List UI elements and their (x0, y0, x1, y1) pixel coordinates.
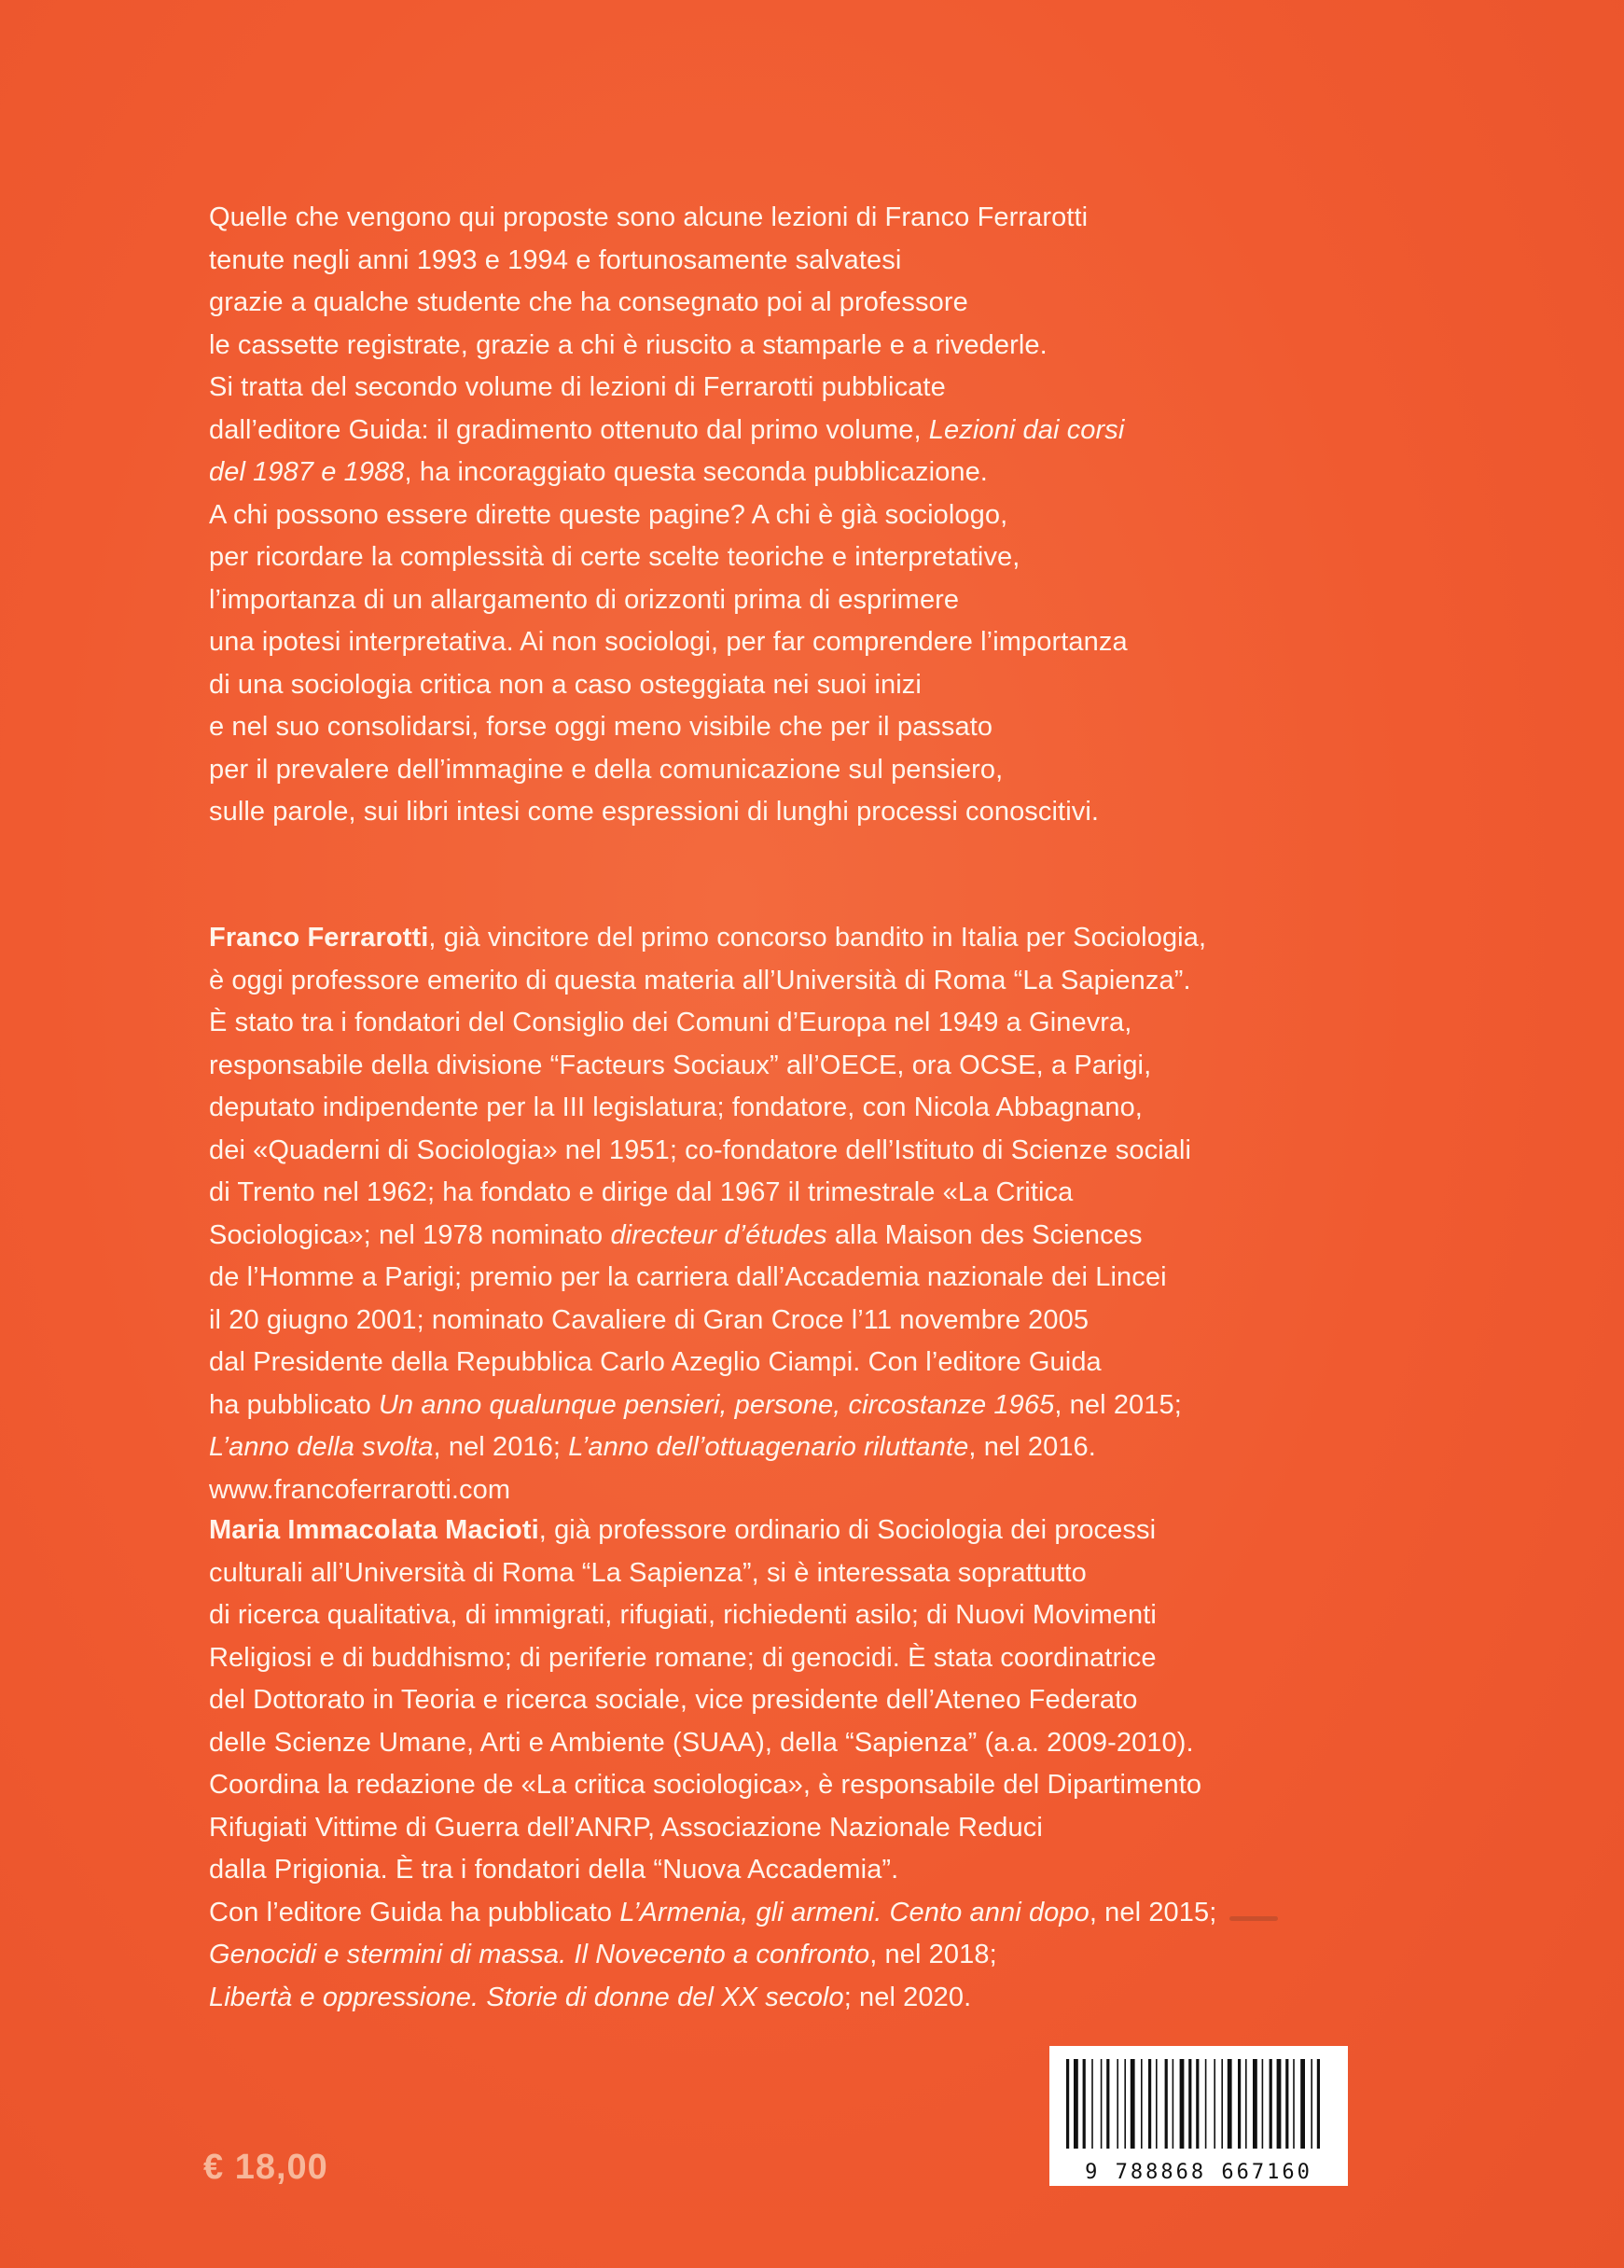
barcode-bar (1245, 2059, 1247, 2149)
price-label: € 18,00 (203, 2148, 328, 2187)
text-line (209, 1807, 1422, 1850)
text-line (209, 1934, 1422, 1977)
barcode-bar (1238, 2059, 1241, 2149)
text-run: l’importanza di un allargamento di orizzonti prima di esprimere (209, 584, 960, 615)
text-line (209, 1764, 1422, 1807)
text-run: tenute negli anni 1993 e 1994 e fortunosamente salvatesi (209, 244, 902, 275)
text-run: , nel 2015; (1089, 1897, 1217, 1927)
text-run: Religiosi e di buddhismo; di periferie romane; di genocidi. È stata coordinatrice (209, 1642, 1157, 1673)
barcode-bar (1124, 2059, 1126, 2149)
book-title: L’anno della svolta (209, 1432, 434, 1462)
text-run: dei «Quaderni di Sociologia» nel 1951; co-fondatore dell’Istituto di Scienze sociali (209, 1134, 1192, 1165)
barcode-bar (1253, 2059, 1257, 2149)
author-name: Maria Immacolata Macioti (209, 1515, 539, 1545)
book-title: directeur d’études (610, 1219, 827, 1250)
text-line (209, 1087, 1422, 1130)
text-line (209, 1892, 1422, 1935)
text-line (209, 240, 1422, 283)
book-title: Libertà e oppressione. Storie di donne del XX secolo (209, 1982, 844, 2012)
barcode-bar (1180, 2059, 1185, 2149)
text-run: , nel 2018; (869, 1940, 997, 1969)
text-line (209, 917, 1422, 960)
author-name: Franco Ferrarotti (209, 923, 429, 953)
text-line (209, 1045, 1422, 1088)
text-run: delle Scienze Umane, Arti e Ambiente (SUAA), della “Sapienza” (a.a. 2009-2010). (209, 1727, 1194, 1758)
text-run: è oggi professore emerito di questa materia all’Università di Roma “La Sapienza”. (209, 965, 1191, 995)
text-run: Con l’editore Guida ha pubblicato (209, 1897, 620, 1927)
barcode-bar (1117, 2059, 1118, 2149)
text-line (209, 1130, 1422, 1173)
text-run: , nel 2016; (433, 1432, 569, 1462)
text-line (209, 1594, 1422, 1637)
book-title: Lezioni dai corsi (928, 414, 1125, 445)
text-run: Si tratta del secondo volume di lezioni di Ferrarotti pubblicate (209, 372, 946, 402)
text-line (209, 1637, 1422, 1680)
text-run: www.francoferrarotti.com (209, 1474, 511, 1505)
text-run: culturali all’Università di Roma “La Sapienza”, si è interessata soprattutto (209, 1557, 1087, 1588)
barcode-bar (1317, 2059, 1320, 2149)
barcode-bar (1285, 2059, 1288, 2149)
text-line (209, 791, 1422, 834)
barcode-bar (1165, 2059, 1168, 2149)
barcode-bar (1262, 2059, 1264, 2149)
author-bio-ferrarotti (209, 917, 1422, 1511)
text-line (209, 1384, 1422, 1427)
text-line (209, 325, 1422, 368)
intro-paragraph (209, 197, 1422, 834)
text-line (209, 1849, 1422, 1892)
text-line (209, 1172, 1422, 1215)
text-line (209, 1426, 1422, 1469)
text-run: , nel 2016. (968, 1432, 1096, 1462)
barcode-bar (1066, 2059, 1069, 2149)
text-run: de l’Homme a Parigi; premio per la carriera dall’Accademia nazionale dei Lincei (209, 1262, 1167, 1292)
text-run: del Dottorato in Teoria e ricerca sociale, vice presidente dell’Ateneo Federato (209, 1685, 1138, 1715)
text-line (209, 1722, 1422, 1765)
barcode-bar (1091, 2059, 1093, 2149)
text-run: , già vincitore del primo concorso bandito in Italia per Sociologia, (428, 923, 1207, 953)
text-run: per il prevalere dell’immagine e della comunicazione sul pensiero, (209, 754, 1004, 785)
text-line (209, 621, 1422, 664)
text-line (209, 706, 1422, 749)
barcode-bar (1221, 2059, 1223, 2149)
text-line (209, 197, 1422, 240)
text-run: una ipotesi interpretativa. Ai non sociologi, per far comprendere l’importanza (209, 627, 1128, 657)
text-line (209, 1342, 1422, 1384)
book-title: L’anno dell’ottuagenario riluttante (568, 1432, 969, 1462)
text-line (209, 1510, 1422, 1552)
barcode-bar (1173, 2059, 1174, 2149)
text-run: È stato tra i fondatori del Consiglio dei Comuni d’Europa nel 1949 a Ginevra, (209, 1008, 1132, 1037)
barcode-bar (1156, 2059, 1158, 2149)
barcode-bar (1214, 2059, 1215, 2149)
text-line (209, 1257, 1422, 1300)
text-run: il 20 giugno 2001; nominato Cavaliere di Gran Croce l’11 novembre 2005 (209, 1304, 1090, 1335)
text-run: dal Presidente della Repubblica Carlo Azeglio Ciampi. Con l’editore Guida (209, 1347, 1102, 1377)
barcode-bar (1196, 2059, 1199, 2149)
text-line (209, 664, 1422, 707)
text-line (209, 960, 1422, 1003)
text-line (209, 1469, 1422, 1512)
barcode-bar (1270, 2059, 1272, 2149)
text-run: dalla Prigionia. È tra i fondatori della “Nuova Accademia”. (209, 1855, 899, 1885)
text-line (209, 494, 1422, 537)
barcode-bar (1205, 2059, 1207, 2149)
barcode-digits: 9 788868 667160 (1085, 2161, 1312, 2184)
text-run: di Trento nel 1962; ha fondato e dirige dal 1967 il trimestrale «La Critica (209, 1177, 1074, 1207)
book-title: del 1987 e 1988 (209, 457, 405, 487)
text-run: Coordina la redazione de «La critica sociologica», è responsabile del Dipartimento (209, 1770, 1202, 1800)
barcode-bar (1228, 2059, 1232, 2149)
text-run: responsabile della divisione “Facteurs Sociaux” all’OECE, ora OCSE, a Parigi, (209, 1050, 1152, 1080)
text-run: Quelle che vengono qui proposte sono alcune lezioni di Franco Ferrarotti (209, 202, 1089, 232)
text-line (209, 1002, 1422, 1045)
barcode-bar (1300, 2059, 1305, 2149)
book-title: Genocidi e stermini di massa. Il Novecento a confronto (209, 1940, 870, 1969)
text-run: per ricordare la complessità di certe scelte teoriche e interpretative, (209, 542, 1020, 572)
text-line (209, 282, 1422, 325)
barcode-bars (1049, 2046, 1348, 2156)
text-line (209, 1300, 1422, 1343)
text-line (209, 452, 1422, 494)
barcode-bar (1293, 2059, 1295, 2149)
text-run: di una sociologia critica non a caso osteggiata nei suoi inizi (209, 669, 922, 700)
barcode-bar (1277, 2059, 1282, 2149)
barcode-bar (1074, 2059, 1078, 2149)
text-run: ; nel 2020. (843, 1982, 972, 2012)
text-run: di ricerca qualitativa, di immigrati, rifugiati, richiedenti asilo; di Nuovi Movimenti (209, 1600, 1157, 1630)
text-line (209, 1552, 1422, 1595)
barcode-bar (1148, 2059, 1151, 2149)
barcode-bar (1101, 2059, 1103, 2149)
text-run: le cassette registrate, grazie a chi è riuscito a stamparle e a rivederle. (209, 329, 1048, 360)
author-bio-macioti (209, 1510, 1422, 2019)
text-run: , nel 2015; (1054, 1389, 1182, 1420)
text-run: e nel suo consolidarsi, forse oggi meno visibile che per il passato (209, 712, 993, 742)
book-title: Un anno qualunque pensieri, persone, circostanze 1965 (378, 1389, 1055, 1420)
text-run: dall’editore Guida: il gradimento ottenuto dal primo volume, (209, 414, 929, 445)
barcode-bar (1083, 2059, 1086, 2149)
text-run: ha pubblicato (209, 1389, 379, 1420)
text-line (209, 1679, 1422, 1722)
barcode-bar (1141, 2059, 1143, 2149)
barcode-bar (1106, 2059, 1109, 2149)
isbn-barcode (1049, 2046, 1348, 2186)
text-run: sulle parole, sui libri intesi come espressioni di lunghi processi conoscitivi. (209, 797, 1100, 827)
text-line (209, 1215, 1422, 1258)
text-run: Sociologica»; nel 1978 nominato (209, 1219, 611, 1250)
barcode-bar (1131, 2059, 1135, 2149)
text-line (209, 749, 1422, 792)
print-speck (1229, 1916, 1278, 1921)
text-run: grazie a qualche studente che ha consegnato poi al professore (209, 287, 968, 317)
text-run: A chi possono essere dirette queste pagine? A chi è già sociologo, (209, 499, 1008, 530)
text-run: deputato indipendente per la III legislatura; fondatore, con Nicola Abbagnano, (209, 1092, 1143, 1122)
text-line (209, 536, 1422, 579)
barcode-bar (1188, 2059, 1191, 2149)
text-run: alla Maison des Sciences (826, 1219, 1143, 1250)
text-line (209, 367, 1422, 410)
text-line (209, 579, 1422, 622)
text-line (209, 1977, 1422, 2020)
text-run: , ha incoraggiato questa seconda pubblicazione. (404, 457, 988, 487)
text-run: , già professore ordinario di Sociologia dei processi (538, 1515, 1157, 1545)
barcode-bar (1311, 2059, 1312, 2149)
text-line (209, 410, 1422, 452)
book-title: L’Armenia, gli armeni. Cento anni dopo (619, 1897, 1090, 1927)
text-run: Rifugiati Vittime di Guerra dell’ANRP, Associazione Nazionale Reduci (209, 1812, 1043, 1843)
